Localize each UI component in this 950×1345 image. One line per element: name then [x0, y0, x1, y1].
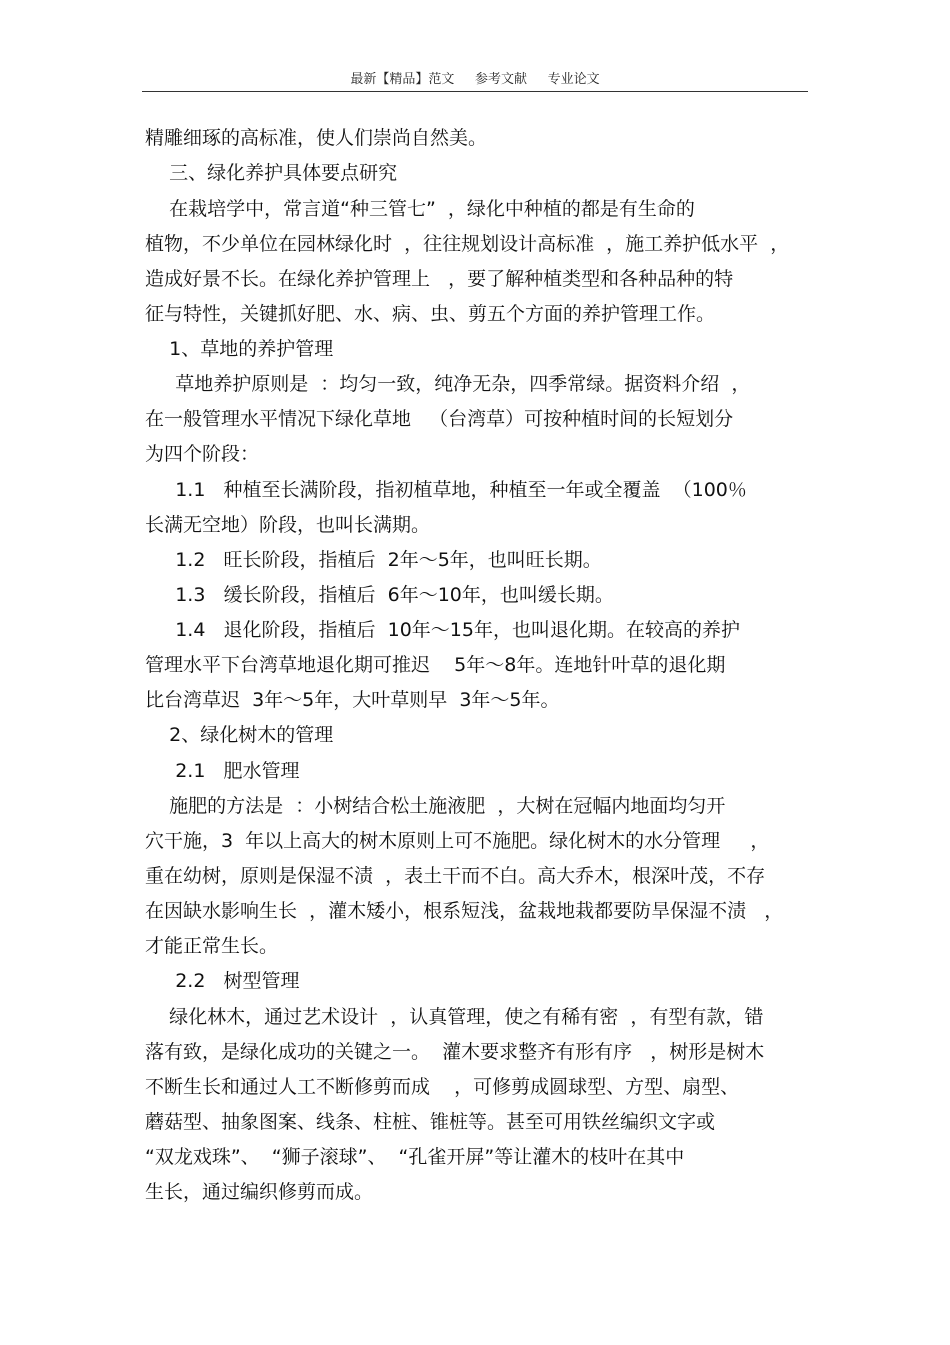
text-line: 在因缺水影响生长 ，灌木矮小，根系短浅，盆栽地栽都要防旱保湿不渍 ，: [145, 900, 784, 922]
subsection-heading: 2、绿化树木的管理: [145, 724, 334, 746]
text-line: 穴干施，3 年以上高大的树木原则上可不施肥。绿化树木的水分管理 ，: [145, 830, 770, 852]
text-line: 在栽培学中，常言道“种三管七” ，绿化中种植的都是有生命的: [145, 198, 695, 220]
subsection-heading: 2.1 肥水管理: [145, 760, 300, 782]
text-line: 施肥的方法是 ：小树结合松土施液肥 ，大树在冠幅内地面均匀开: [145, 795, 726, 817]
text-line: 长满无空地）阶段，也叫长满期。: [145, 514, 431, 536]
header-divider: [142, 91, 808, 92]
list-item: 1.2 旺长阶段，指植后 2年～5年，也叫旺长期。: [145, 549, 602, 571]
text-line: 绿化林木，通过艺术设计 ，认真管理，使之有稀有密 ，有型有款，错: [145, 1006, 764, 1028]
text-line: 不断生长和通过人工不断修剪而成 ，可修剪成圆球型、方型、扇型、: [145, 1076, 740, 1098]
page-header: 最新【精品】范文 参考文献 专业论文: [350, 72, 600, 87]
text-line: 为四个阶段：: [145, 443, 260, 465]
text-line: “双龙戏珠”、 “狮子滚球”、 “孔雀开屏”等让灌木的枝叶在其中: [145, 1146, 685, 1168]
text-line: 植物，不少单位在园林绿化时 ，往往规划设计高标准 ，施工养护低水平 ，: [145, 233, 790, 255]
list-item: 1.4 退化阶段，指植后 10年～15年，也叫退化期。在较高的养护: [145, 619, 740, 641]
text-line: 才能正常生长。: [145, 935, 279, 957]
subsection-heading: 1、草地的养护管理: [145, 338, 334, 360]
text-line: 征与特性，关键抓好肥、水、病、虫、剪五个方面的养护管理工作。: [145, 303, 716, 325]
list-item: 1.1 种植至长满阶段，指初植草地，种植至一年或全覆盖 （100％: [145, 479, 747, 501]
text-line: 在一般管理水平情况下绿化草地 （台湾草）可按种植时间的长短划分: [145, 408, 734, 430]
text-line: 精雕细琢的高标准，使人们崇尚自然美。: [145, 127, 488, 149]
subsection-heading: 2.2 树型管理: [145, 970, 300, 992]
text-line: 管理水平下台湾草地退化期可推迟 5年～8年。连地针叶草的退化期: [145, 654, 726, 676]
text-line: 草地养护原则是 ：均匀一致，纯净无杂，四季常绿。据资料介绍 ，: [145, 373, 751, 395]
list-item: 1.3 缓长阶段，指植后 6年～10年，也叫缓长期。: [145, 584, 614, 606]
section-heading: 三、绿化养护具体要点研究: [145, 162, 398, 184]
text-line: 蘑菇型、抽象图案、线条、柱桩、锥桩等。甚至可用铁丝编织文字或: [145, 1111, 716, 1133]
text-line: 造成好景不长。在绿化养护管理上 ，要了解种植类型和各种品种的特: [145, 268, 734, 290]
text-line: 生长，通过编织修剪而成。: [145, 1181, 374, 1203]
text-line: 落有致，是绿化成功的关键之一。 灌木要求整齐有形有序 ，树形是树木: [145, 1041, 765, 1063]
text-line: 重在幼树，原则是保湿不渍 ，表土干而不白。高大乔木，根深叶茂，不存: [145, 865, 766, 887]
text-line: 比台湾草迟 3年～5年，大叶草则早 3年～5年。: [145, 689, 560, 711]
